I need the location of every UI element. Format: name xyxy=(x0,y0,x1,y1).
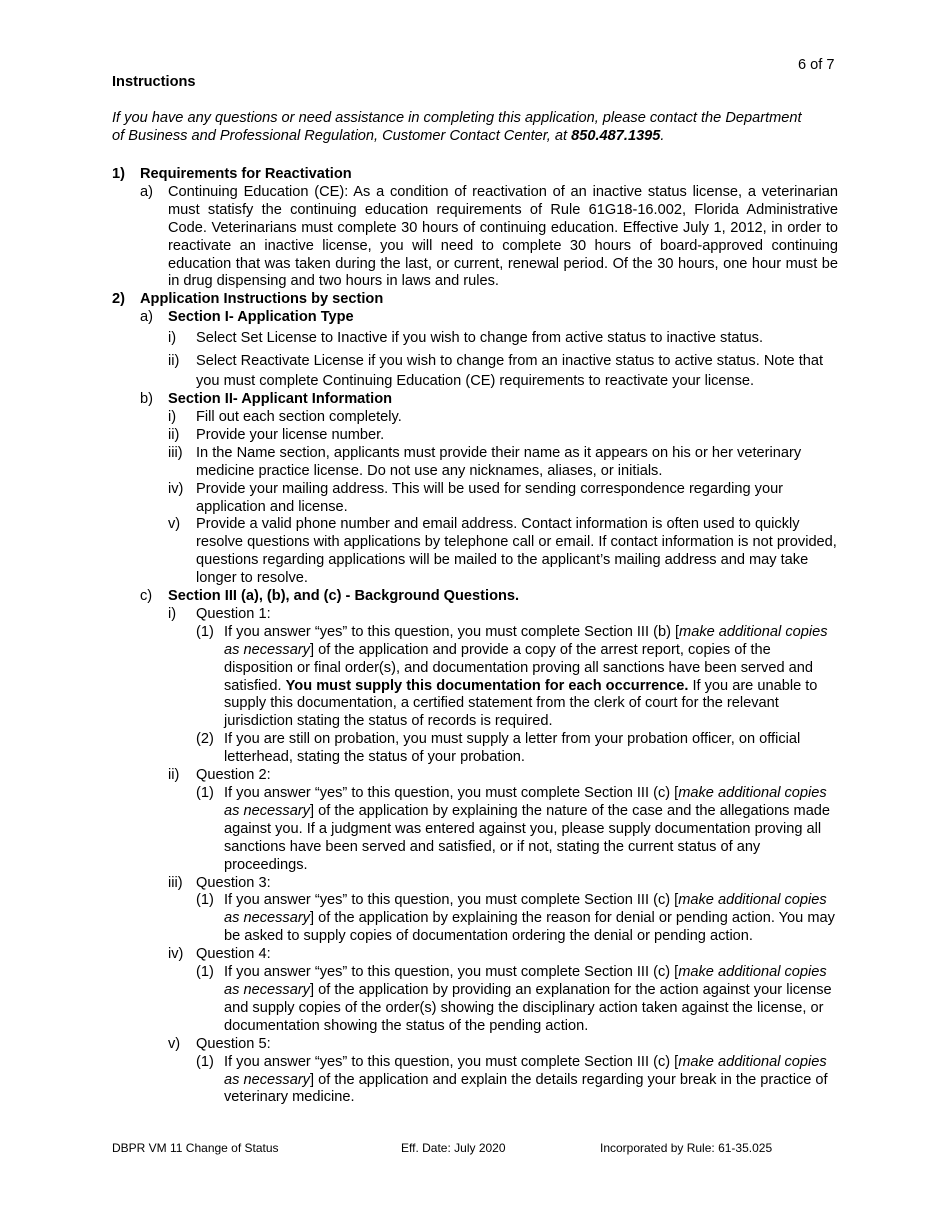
list-item xyxy=(168,427,838,445)
intro-text: If you have any questions or need assistance in completing this application, please contact the Department of Business and Professional Regulation, Customer Contact Center, at xyxy=(112,110,802,144)
subsection-c-heading xyxy=(140,588,838,606)
question-4-label xyxy=(168,946,838,964)
item-text: Fill out each section completely. xyxy=(196,408,402,425)
item-number: (1) xyxy=(196,1053,214,1070)
instructions-body xyxy=(112,166,838,1107)
question-3-paragraph xyxy=(196,892,838,946)
item-number: c) xyxy=(140,588,153,605)
item-number: i) xyxy=(168,408,177,425)
item-number: (1) xyxy=(196,964,214,981)
item-number: ii) xyxy=(168,426,180,443)
item-number: a) xyxy=(140,183,153,200)
text-part: If you are unable to supply this documentation, a certified statement from the clerk of court for the relevant jurisdiction stating the status of records is required. xyxy=(224,677,818,730)
text-italic: make additional copies as necessary xyxy=(224,892,827,927)
subsection-heading: Section III (a), (b), and (c) - Background Questions. xyxy=(168,588,520,605)
question-label: Question 2: xyxy=(196,767,271,784)
question-5-paragraph xyxy=(196,1054,838,1108)
list-item xyxy=(168,481,838,517)
item-number: i) xyxy=(168,330,177,347)
item-number: ii) xyxy=(168,353,180,370)
item-number: v) xyxy=(168,1035,181,1052)
text-italic: make additional copies as necessary xyxy=(224,1053,827,1088)
section-heading: Application Instructions by section xyxy=(140,291,384,308)
intro-paragraph xyxy=(112,110,812,146)
item-text xyxy=(224,892,838,946)
subsection-heading: Section I- Application Type xyxy=(168,309,354,326)
question-1-label xyxy=(168,606,838,624)
item-number: iii) xyxy=(168,874,183,891)
text-part: ] of the application by explaining the reason for denial or pending action. You may be asked to supply copies of documentation ordering the denial or pending action. xyxy=(224,910,835,945)
footer-effective-date: Eff. Date: July 2020 xyxy=(401,1141,506,1155)
text-part: ] of the application and provide a copy of the arrest report, copies of the disposition or final order(s), and documentation proving all sanctions have been served and satisfied. xyxy=(224,641,813,694)
item-text xyxy=(224,1054,838,1108)
text-italic: make additional copies as necessary xyxy=(224,785,827,819)
intro-end: . xyxy=(660,127,665,144)
text-part: ] of the application by explaining the nature of the case and the allegations made against you. If a judgment was entered against you, please supply documentation proving all sanctions have been served and satisfied, or if not, stating the current status of any proceedings. xyxy=(224,802,831,873)
question-5-label xyxy=(168,1036,838,1054)
item-text: Select Set License to Inactive if you wish to change from active status to inactive status. xyxy=(196,330,764,347)
item-text xyxy=(224,964,838,1036)
list-item xyxy=(168,409,838,427)
question-label: Question 4: xyxy=(196,946,271,963)
list-item xyxy=(168,516,838,588)
item-number: a) xyxy=(140,309,153,326)
item-number: i) xyxy=(168,605,177,622)
item-number: b) xyxy=(140,391,153,408)
item-text: Provide your license number. xyxy=(196,426,385,443)
item-number: v) xyxy=(168,516,181,533)
text-part: If you answer “yes” to this question, you must complete Section III (c) [ xyxy=(224,785,679,801)
question-3-label xyxy=(168,875,838,893)
item-text: Provide your mailing address. This will be used for sending correspondence regarding your application and license. xyxy=(196,480,784,515)
item-number: (1) xyxy=(196,623,214,640)
item-text: Select Reactivate License if you wish to change from an inactive status to active status. Note that you must complete Continuing Education (CE) requirements to reactivate your license. xyxy=(196,353,824,390)
footer-form-name: DBPR VM 11 Change of Status xyxy=(112,1141,279,1155)
list-item xyxy=(168,351,838,391)
item-text: If you are still on probation, you must supply a letter from your probation officer, on official letterhead, stating the status of your probation. xyxy=(224,731,801,766)
item-text: In the Name section, applicants must provide their name as it appears on his or her veterinary medicine practice license. Do not use any nicknames, aliases, or initials. xyxy=(196,444,802,479)
subsection-heading: Section II- Applicant Information xyxy=(168,391,393,408)
item-text xyxy=(224,785,838,875)
text-part: ] of the application by providing an explanation for the action against your license and supply copies of the order(s) showing the disciplinary action taken against the license, or documentation showing the status of the pending action. xyxy=(224,981,832,1034)
text-part: If you answer “yes” to this question, you must complete Section III (b) [ xyxy=(224,623,680,640)
question-2-paragraph xyxy=(196,785,838,875)
item-text: Continuing Education (CE): As a condition of reactivation of an inactive status license, a veterinarian must statisfy the continuing education requirements of Rule 61G18-16.002, Florida Administrative Code. Veterinarians must complete 30 hours of continuing education. Effective July 1, 2012, in order to reactivate an inactive license, you will need to complete 30 hours of board-approved continuing education that was taken during the last, or current, renewal period. Of the 30 hours, one hour must be in drug dispensing and two hours in laws and rules. xyxy=(168,183,838,290)
section-2-heading xyxy=(112,291,838,309)
text-italic: make additional copies as necessary xyxy=(224,964,827,998)
section-1-heading xyxy=(112,166,838,184)
text-part: If you answer “yes” to this question, you must complete Section III (c) [ xyxy=(224,1053,679,1070)
footer-rule: Incorporated by Rule: 61-35.025 xyxy=(600,1141,773,1155)
text-part: If you answer “yes” to this question, you must complete Section III (c) [ xyxy=(224,964,679,981)
question-label: Question 1: xyxy=(196,605,271,622)
item-number: iii) xyxy=(168,444,183,461)
item-number: iv) xyxy=(168,946,184,963)
question-1-paragraph-2 xyxy=(196,731,838,767)
section-number: 2) xyxy=(112,291,125,308)
page-number: 6 of 7 xyxy=(798,57,835,73)
item-number: (1) xyxy=(196,785,214,801)
intro-phone: 850.487.1395 xyxy=(571,127,661,144)
question-2-label xyxy=(168,767,838,785)
subsection-a-heading xyxy=(140,309,838,327)
list-item xyxy=(168,330,838,348)
text-part: If you answer “yes” to this question, you must complete Section III (c) [ xyxy=(224,892,679,909)
item-number: ii) xyxy=(168,767,180,784)
item-number: iv) xyxy=(168,480,184,497)
page-title: Instructions xyxy=(112,74,196,90)
text-bold: You must supply this documentation for each occurrence. xyxy=(285,677,689,694)
question-4-paragraph xyxy=(196,964,838,1036)
item-text: Provide a valid phone number and email address. Contact information is often used to quickly resolve questions with applications by telephone call or email. If contact information is not provided, questions regarding applications will be mailed to the applicant’s mailing address and may take longer to resolve. xyxy=(196,516,837,587)
section-1-item-a xyxy=(140,184,838,291)
section-heading: Requirements for Reactivation xyxy=(140,166,352,182)
question-1-paragraph-1 xyxy=(196,624,838,731)
text-italic: make additional copies as necessary xyxy=(224,623,828,658)
item-text xyxy=(224,624,838,731)
section-number: 1) xyxy=(112,166,125,182)
text-part: ] of the application and explain the details regarding your break in the practice of veterinary medicine. xyxy=(224,1071,828,1106)
item-number: (2) xyxy=(196,731,214,748)
question-label: Question 3: xyxy=(196,874,271,891)
list-item xyxy=(168,445,838,481)
item-number: (1) xyxy=(196,892,214,909)
subsection-b-heading xyxy=(140,391,838,409)
question-label: Question 5: xyxy=(196,1035,271,1052)
